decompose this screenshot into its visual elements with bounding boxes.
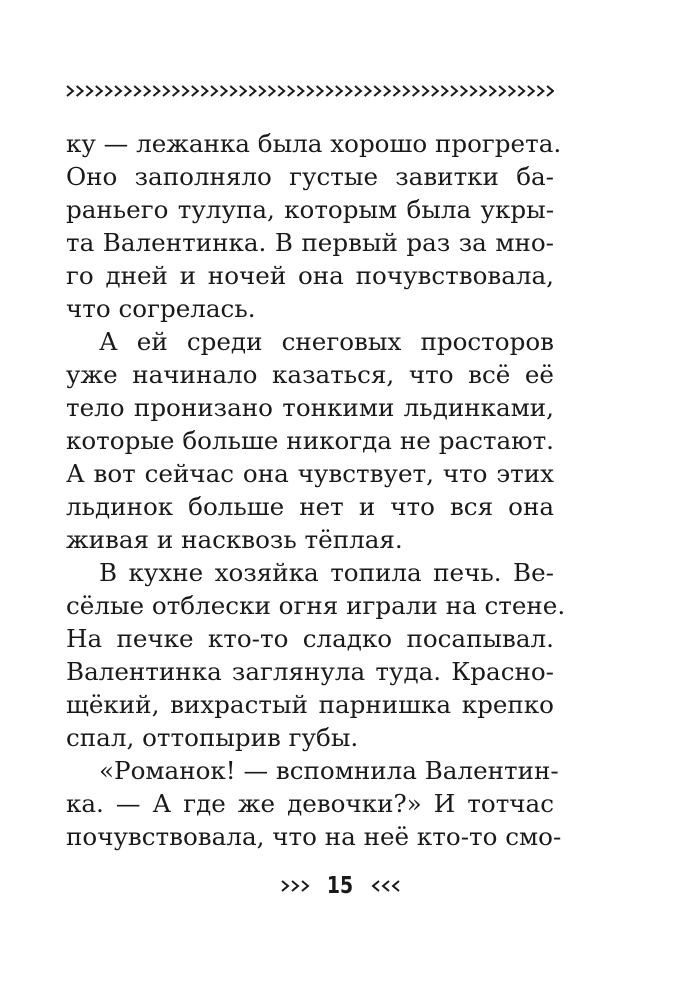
chevron-mark	[163, 86, 169, 96]
chevron-mark	[489, 86, 495, 96]
chevron-mark	[317, 86, 323, 96]
text-line: почувствовала, что на неё кто-то смо-	[66, 822, 562, 851]
text-line: щёкий, вихрастый парнишка крепко	[66, 690, 554, 719]
text-line: уже начинало казаться, что всё её	[66, 360, 554, 389]
text-line: Валентинка заглянула туда. Красно-	[66, 657, 554, 686]
chevron-mark	[336, 86, 342, 96]
chevron-mark	[461, 86, 467, 96]
chevron-mark	[249, 86, 255, 96]
chevron-mark	[182, 86, 188, 96]
text-line: А вот сейчас она чувствует, что этих	[66, 459, 554, 488]
chevron-mark	[211, 86, 217, 96]
chevron-mark	[432, 86, 438, 96]
paragraph-first-line: «Романок! — вспомнила Валентин-	[99, 756, 559, 785]
chevron-mark	[547, 86, 553, 96]
chevron-mark	[115, 86, 121, 96]
chevron-mark	[153, 86, 159, 96]
chevron-mark	[393, 86, 399, 96]
chevron-mark	[384, 86, 390, 96]
chevron-mark	[86, 86, 92, 96]
chevron-mark	[374, 86, 380, 96]
chevron-mark	[259, 86, 265, 96]
text-line: та Валентинка. В первый раз за мно-	[66, 228, 554, 257]
chevron-mark	[278, 86, 284, 96]
top-chevron-rule	[66, 84, 554, 98]
chevron-mark	[221, 86, 227, 96]
chevron-mark	[144, 86, 150, 96]
chevron-mark	[518, 86, 524, 96]
text-line: ка. — А где же девочки?» И тотчас	[66, 789, 554, 818]
paragraph-first-line: В кухне хозяйка топила печь. Ве-	[99, 558, 554, 587]
chevron-mark	[240, 86, 246, 96]
chevron-mark	[105, 86, 111, 96]
text-line: что согрелась.	[66, 294, 256, 323]
chevron-mark	[537, 86, 543, 96]
chevron-mark	[288, 86, 294, 96]
chevron-mark	[201, 86, 207, 96]
text-line: го дней и ночей она почувствовала,	[66, 261, 554, 290]
chevron-mark	[307, 86, 313, 96]
text-line: сёлые отблески огня играли на стене.	[66, 591, 566, 620]
chevron-mark	[173, 86, 179, 96]
chevron-mark	[297, 86, 303, 96]
chevron-mark	[192, 86, 198, 96]
chevron-mark	[413, 86, 419, 96]
chevron-mark	[96, 86, 102, 96]
page-footer	[0, 868, 681, 904]
chevron-mark	[230, 86, 236, 96]
text-line: тело пронизано тонкими льдинками,	[66, 393, 554, 422]
body-text	[66, 127, 566, 853]
text-line: живая и насквозь тёплая.	[66, 525, 403, 554]
chevron-mark	[480, 86, 486, 96]
text-line: раньего тулупа, которым была укры-	[66, 195, 554, 224]
chevron-mark	[326, 86, 332, 96]
chevron-mark	[365, 86, 371, 96]
chevron-mark	[355, 86, 361, 96]
page-number: 15	[327, 873, 354, 899]
text-line: которые больше никогда не растают.	[66, 426, 554, 455]
chevron-mark	[509, 86, 515, 96]
chevron-mark	[77, 86, 83, 96]
text-line: Оно заполняло густые завитки ба-	[66, 162, 554, 191]
text-line: льдинок больше нет и что вся она	[66, 492, 554, 521]
chevron-mark	[403, 86, 409, 96]
chevron-mark	[470, 86, 476, 96]
chevron-mark	[499, 86, 505, 96]
text-line: ку — лежанка была хорошо прогрета.	[66, 129, 562, 158]
chevron-mark	[125, 86, 131, 96]
chevron-mark	[134, 86, 140, 96]
text-line: спал, оттопырив губы.	[66, 723, 359, 752]
chevron-mark	[441, 86, 447, 96]
chevron-mark	[528, 86, 534, 96]
chevron-mark	[269, 86, 275, 96]
chevron-mark	[451, 86, 457, 96]
text-line: На печке кто-то сладко посапывал.	[66, 624, 554, 653]
chevron-mark	[345, 86, 351, 96]
chevrons-left-icon	[367, 879, 401, 893]
chevrons-right-icon	[280, 879, 314, 893]
chevron-mark	[67, 86, 73, 96]
paragraph-first-line: А ей среди снеговых просторов	[99, 327, 554, 356]
chevron-mark	[422, 86, 428, 96]
